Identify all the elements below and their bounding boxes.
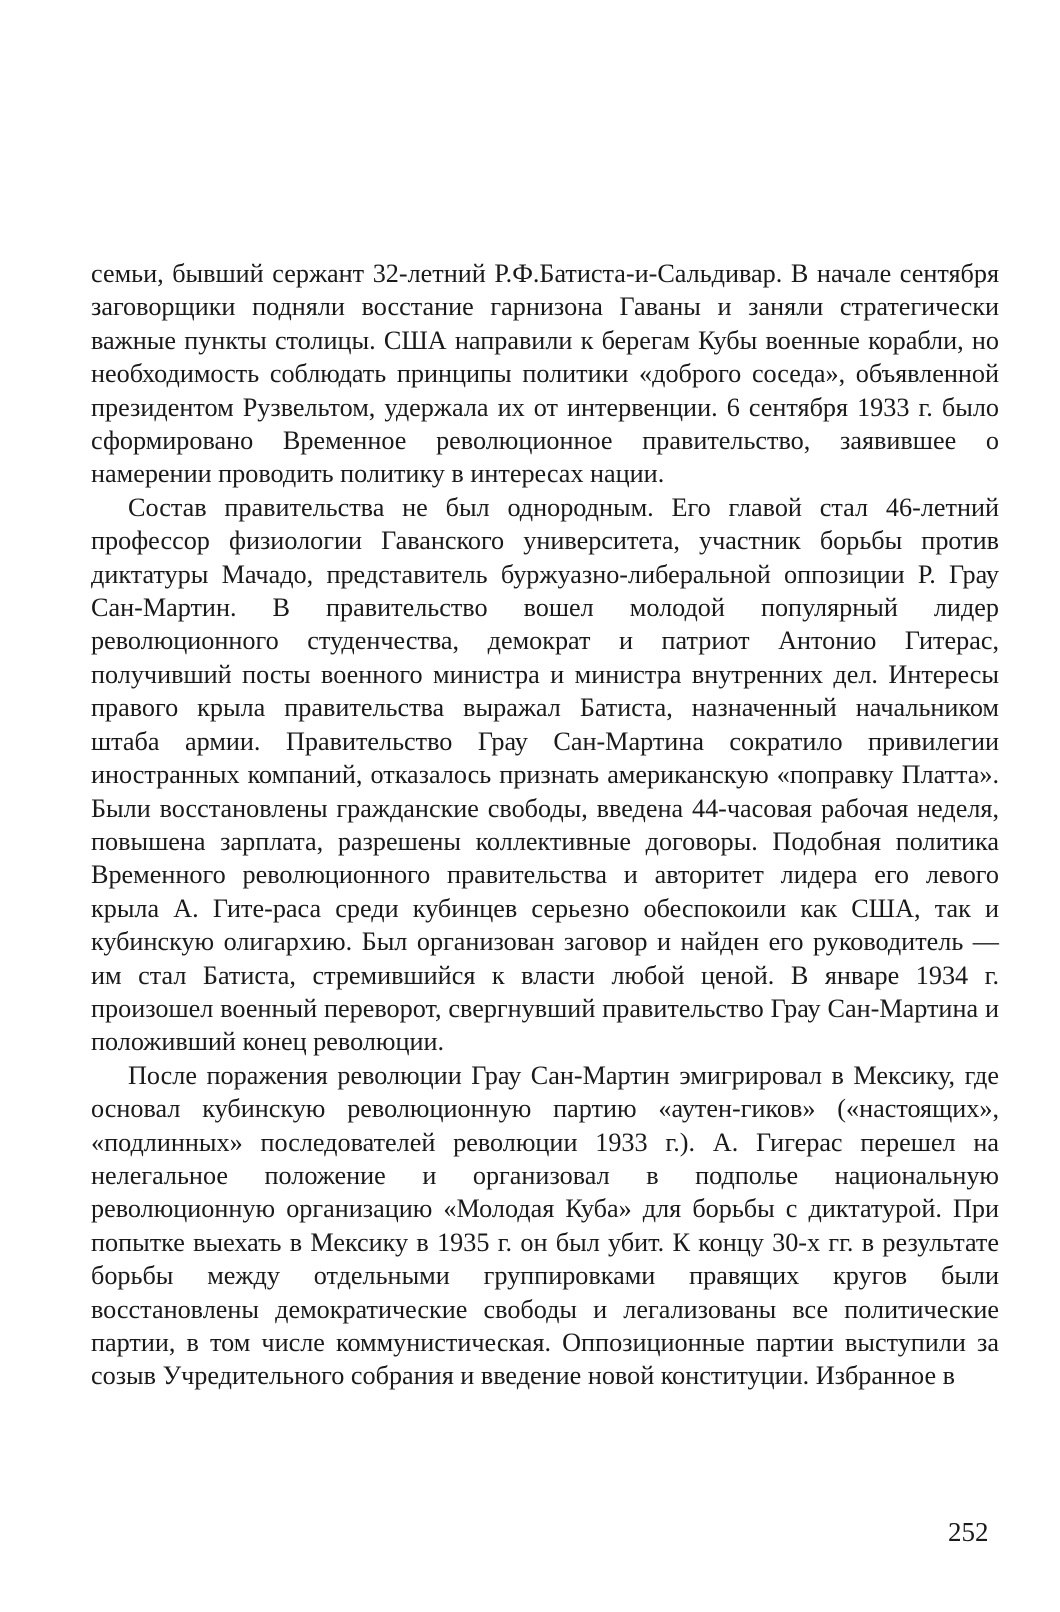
paragraph-government-composition: Состав правительства не был однородным. Его главой стал 46-летний профессор физиологии Гаванского университета, участник борьбы против диктатуры Мачадо, представитель буржуазно-либеральной оппозиции Р. Грау Сан-Мартин. В правительство вошел молодой популярный лидер революционного студенчества, демократ и патриот Антонио Гитерас, получивший посты военного министра и министра внутренних дел. Интересы правого крыла правительства выражал Батиста, назначенный начальником штаба армии. Правительство Грау Сан-Мартина сократило привилегии иностранных компаний, отказалось признать американскую «поправку Платта». Были восстановлены гражданские свободы, введена 44-часовая рабочая неделя, повышена зарплата, разрешены коллективные договоры. Подобная политика Временного революционного правительства и авторитет лидера его левого крыла А. Гите-раса среди кубинцев серьезно обеспокоили как США, так и кубинскую олигархию. Был организован заговор и найден его руководитель — им стал Батиста, стремившийся к власти любой ценой. В январе 1934 г. произошел военный переворот, свергнувший правительство Грау Сан-Мартина и положивший конец революции.: [91, 492, 999, 1057]
paragraph-continuation: семьи, бывший сержант 32-летний Р.Ф.Батиста-и-Сальдивар. В начале сентября заговорщики подняли восстание гарнизона Гаваны и заняли стратегически важные пункты столицы. США направили к берегам Кубы военные корабли, но необходимость соблюдать принципы политики «доброго соседа», объявленной президентом Рузвельтом, удержала их от интервенции. 6 сентября 1933 г. было сформировано Временное революционное правительство, заявившее о намерении проводить политику в интересах нации.: [91, 259, 999, 489]
page-number: 252: [948, 1517, 989, 1547]
page-text-block: [91, 257, 999, 1393]
paragraph-after-revolution: После поражения революции Грау Сан-Мартин эмигрировал в Мексику, где основал кубинскую революционную партию «аутен-гиков» («настоящих», «подлинных» последователей революции 1933 г.). А. Гигерас перешел на нелегальное положение и организовал в подполье национальную революционную организацию «Молодая Куба» для борьбы с диктатурой. При попытке выехать в Мексику в 1935 г. он был убит. К концу 30-х гг. в результате борьбы между отдельными группировками правящих кругов были восстановлены демократические свободы и легализованы все политические партии, в том числе коммунистическая. Оппозиционные партии выступили за созыв Учредительного собрания и введение новой конституции. Избранное в: [91, 1060, 999, 1391]
